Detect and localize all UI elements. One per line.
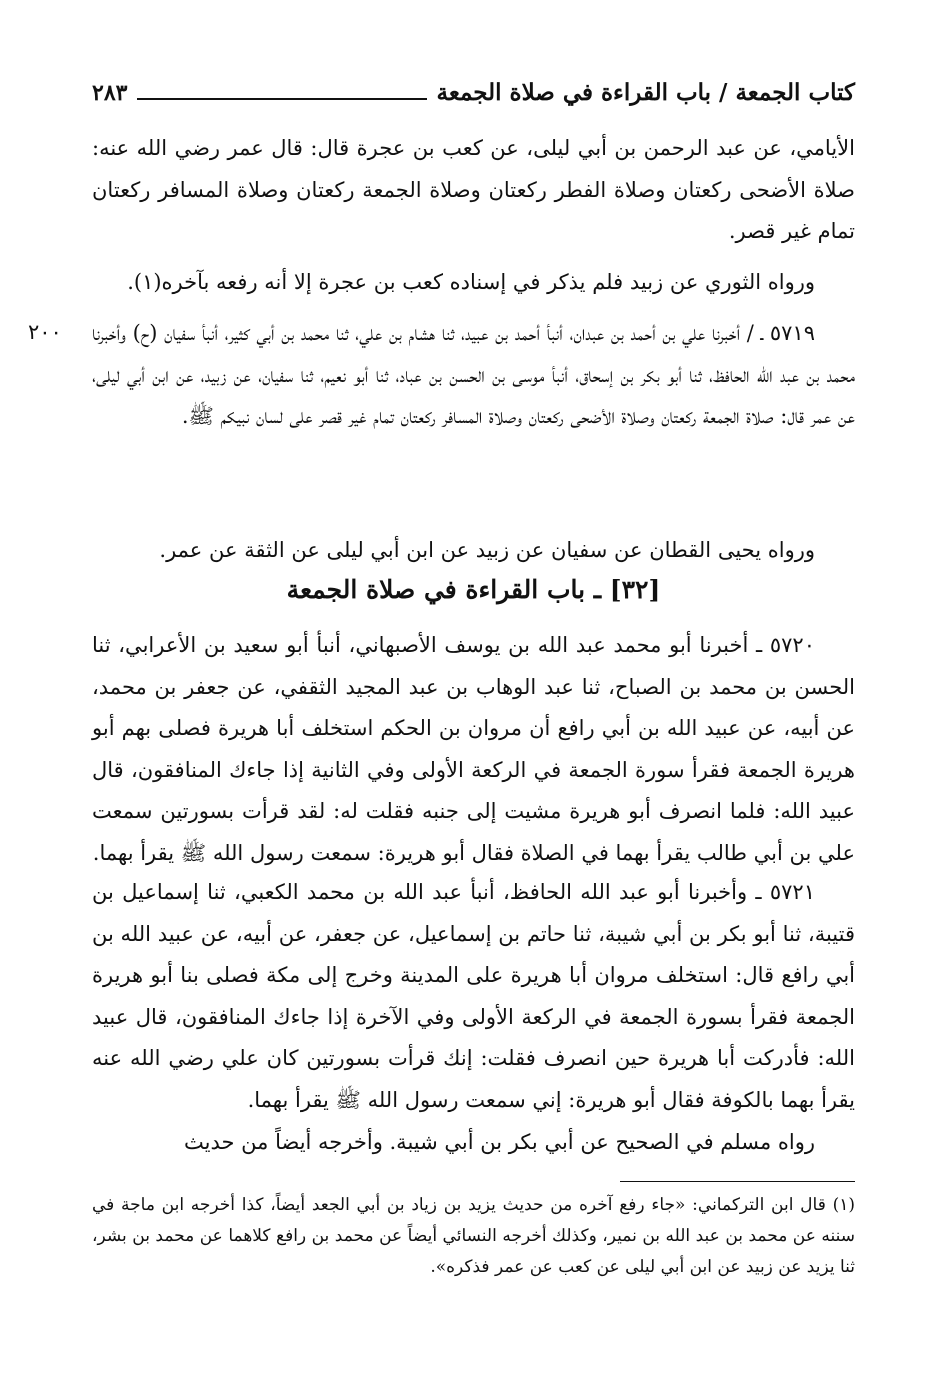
paragraph-text: ٥٧٢١ ـ وأخبرنا أبو عبد الله الحافظ، أنبأ عبد الله بن محمد الكعبي، ثنا إسماعيل بن قتيبة، ثنا أبو بكر بن أبي شيبة، ثنا حاتم بن إسماعيل، عن جعفر، عن أبيه، عن عبيد الله بن أبي رافع قال: استخلف مروان أبا هريرة على المدينة وخرج إلى مكة فصلى بنا أبو هريرة الجمعة فقرأ بسورة الجمعة في الركعة الأولى وفي الآخرة إذا جاءك المنافقون، قال عبيد الله: فأدركت أبا هريرة حين انصرف فقلت: إنك قرأت بسورتين كان علي رضي الله عنه يقرأ بهما بالكوفة فقال أبو هريرة: إني سمعت رسول الله ﷺ يقرأ بهما. (92, 880, 855, 1112)
paragraph-text: ورواه الثوري عن زبيد فلم يذكر في إسناده كعب بن عجرة إلا أنه رفعه بآخره(١). (127, 270, 815, 294)
paragraph-thawri-note (92, 262, 855, 304)
page-number: ٢٨٣ (92, 80, 128, 106)
paragraph-text: ٥٧١٩ ـ / أخبرنا علي بن أحمد بن عبدان، أنبأ أحمد بن عبيد، ثنا هشام بن علي، ثنا محمد بن أبي كثير، أنبأ سفيان (ح) وأخبرنا محمد بن عبد الله الحافظ، ثنا أبو بكر بن إسحاق، أنبأ موسى بن الحسن بن عباد، ثنا أبو نعيم، ثنا سفيان، عن زبيد، عن ابن أبي ليلى، عن عمر قال: صلاة الجمعة ركعتان وصلاة الأضحى ركعتان وصلاة المسافر ركعتان تمام غير قصر على لسان نبيكم ﷺ. (92, 321, 855, 428)
running-header (92, 72, 855, 106)
margin-page-number: ٢٠٠ (28, 320, 62, 344)
header-rule (137, 98, 426, 100)
hadith-5719 (92, 313, 855, 438)
paragraph-qattan-note (92, 530, 855, 572)
footnote (92, 1190, 855, 1283)
footnote-text: (١) قال ابن التركماني: «جاء رفع آخره من حديث يزيد بن زياد بن أبي الجعد أيضاً، كذا أخرجه ابن ماجة في سننه عن محمد بن عبد الله بن نمير، وكذلك أخرجه النسائي أيضاً عن محمد بن رافع كلاهما عن محمد بن بشر، ثنا يزيد عن زبيد عن ابن أبي ليلى عن كعب عن عمر فذكره». (92, 1195, 855, 1277)
section-heading: [٣٢] ـ باب القراءة في صلاة الجمعة (286, 575, 661, 604)
hadith-5720 (92, 625, 855, 874)
paragraph-continuation (92, 128, 855, 253)
paragraph-text: الأيامي، عن عبد الرحمن بن أبي ليلى، عن كعب بن عجرة قال: قال عمر رضي الله عنه: صلاة الأضحى ركعتان وصلاة الفطر ركعتان وصلاة الجمعة ركعتان وصلاة المسافر ركعتان تمام غير قصر. (92, 136, 855, 243)
paragraph-text: ورواه يحيى القطان عن سفيان عن زبيد عن ابن أبي ليلى عن الثقة عن عمر. (159, 538, 815, 562)
paragraph-text: رواه مسلم في الصحيح عن أبي بكر بن أبي شيبة. وأخرجه أيضاً من حديث (184, 1130, 815, 1154)
footnote-separator (620, 1181, 855, 1182)
paragraph-muslim-note (92, 1122, 855, 1164)
hadith-5721 (92, 872, 855, 1121)
paragraph-text: ٥٧٢٠ ـ أخبرنا أبو محمد عبد الله بن يوسف الأصبهاني، أنبأ أبو سعيد بن الأعرابي، ثنا الحسن بن محمد بن الصباح، ثنا عبد الوهاب بن عبد المجيد الثقفي، عن جعفر بن محمد، عن أبيه، عن عبيد الله بن أبي رافع أن مروان بن الحكم استخلف أبا هريرة فصلى بهم أبو هريرة الجمعة فقرأ سورة الجمعة في الركعة الأولى وفي الثانية إذا جاءك المنافقون، قال عبيد الله: فلما انصرف أبو هريرة مشيت إلى جنبه فقلت له: لقد قرأت بسورتين سمعت علي بن أبي طالب يقرأ بهما في الصلاة فقال أبو هريرة: سمعت رسول الله ﷺ يقرأ بهما. (92, 633, 855, 865)
header-title: كتاب الجمعة / باب القراءة في صلاة الجمعة (436, 79, 855, 106)
